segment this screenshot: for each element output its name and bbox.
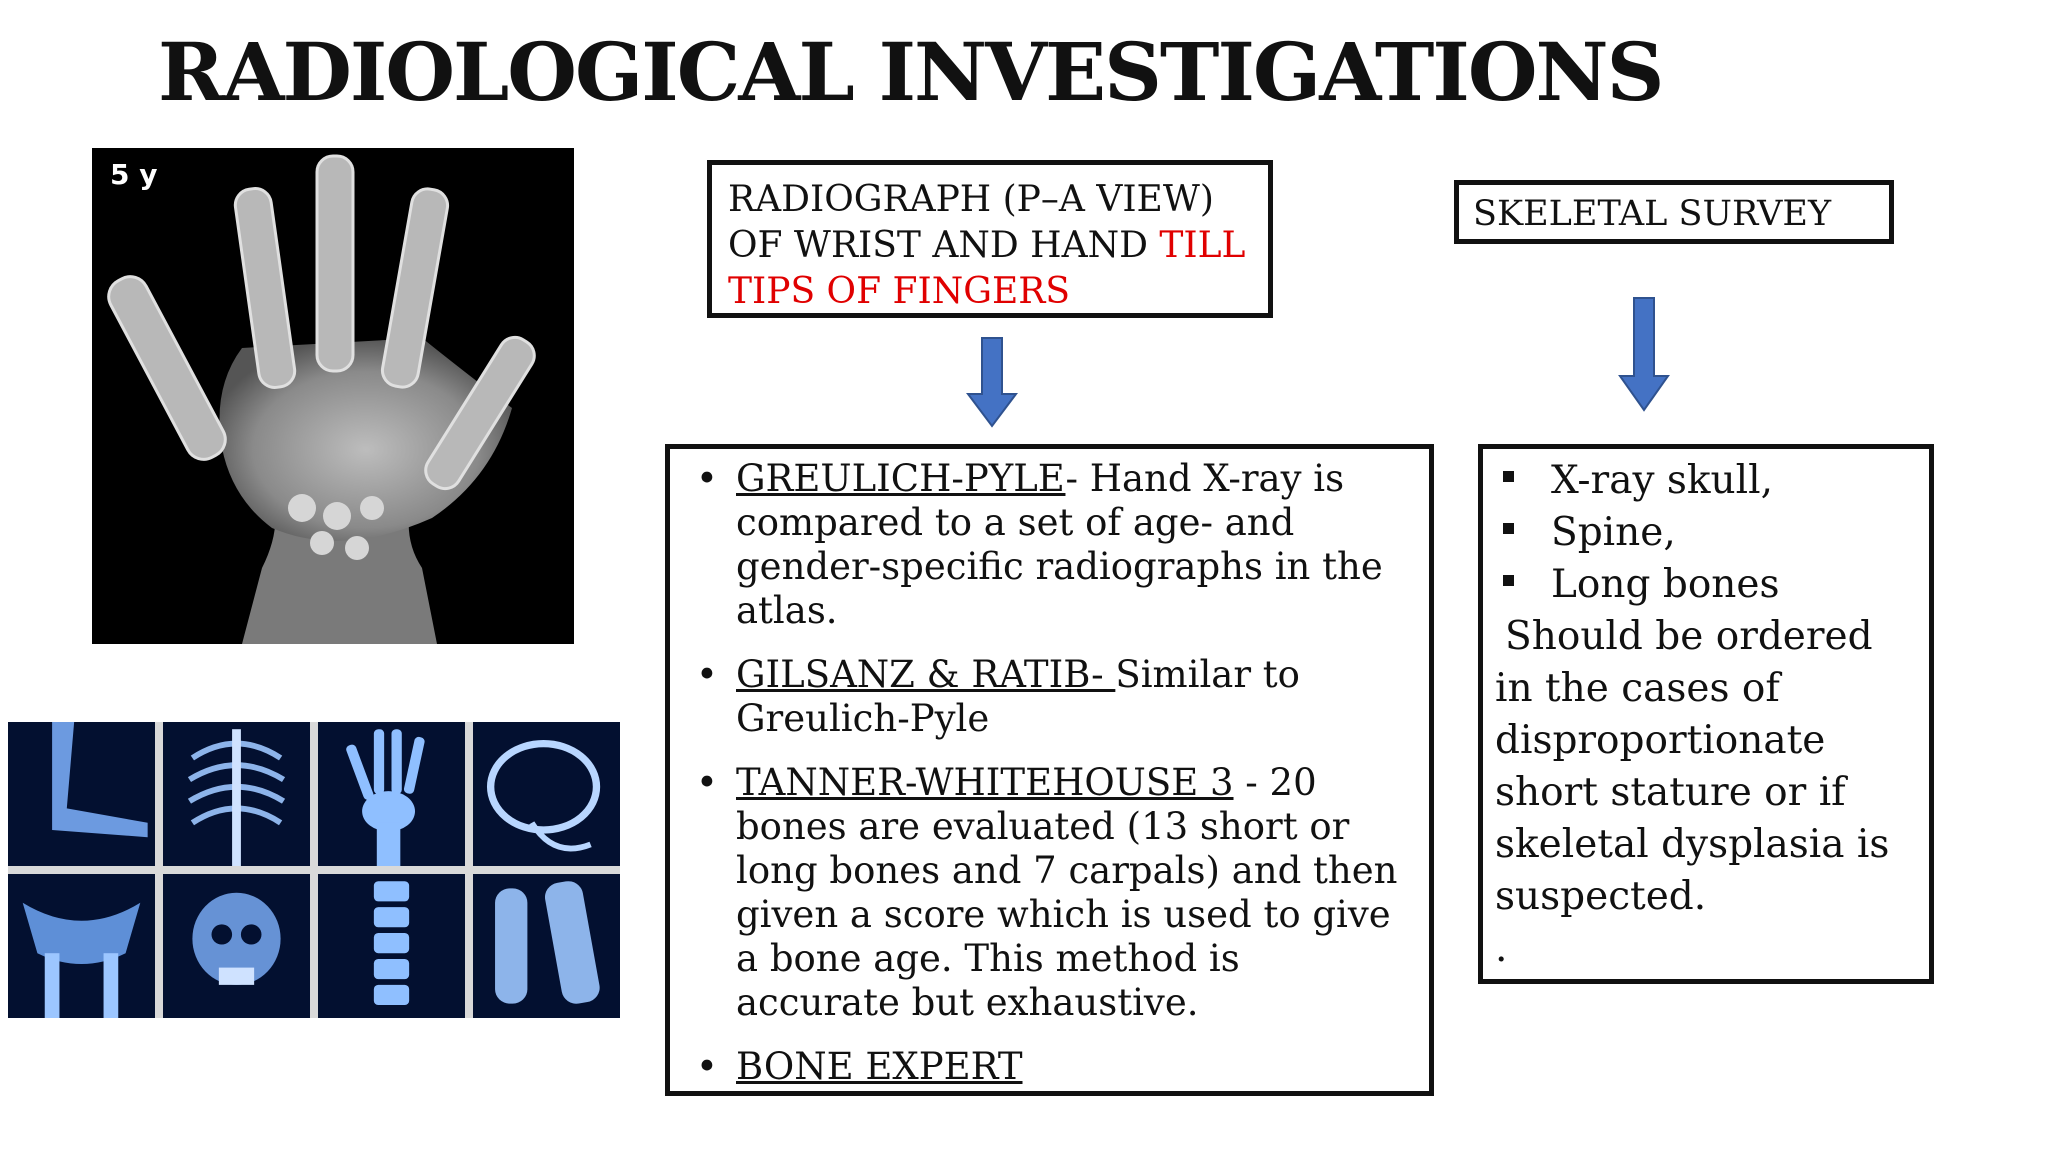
xray-tile-spine — [318, 874, 465, 1018]
radiograph-label: RADIOGRAPH (P–A VIEW) OF WRIST AND HAND — [728, 179, 1214, 266]
method-name: TANNER-WHITEHOUSE 3 — [736, 761, 1234, 804]
age-label: 5 y — [110, 158, 158, 191]
skeletal-survey-box — [1478, 444, 1934, 984]
method-description: - 20 bones are evaluated (13 short or long bones and 7 carpals) and then given a score which is used to give a bone age. This method is accurate but exhaustive. — [736, 761, 1398, 1024]
methods-list — [684, 457, 1415, 1089]
xray-tile-feet — [473, 874, 620, 1018]
arrow-down-icon — [1618, 296, 1670, 412]
xray-tile-pelvis — [8, 874, 155, 1018]
xray-tile-hand — [318, 722, 465, 866]
xray-tile-skull — [473, 722, 620, 866]
list-item — [684, 457, 1415, 633]
method-name: GILSANZ & RATIB- — [736, 653, 1116, 696]
xray-tile-skull-front — [163, 874, 310, 1018]
hand-xray-image — [92, 148, 574, 644]
method-description: Similar to Greulich-Pyle — [736, 653, 1300, 740]
list-item: X-ray skull, — [1495, 455, 1917, 507]
survey-list — [1495, 455, 1917, 611]
xray-tile-chest — [163, 722, 310, 866]
survey-description: Should be ordered in the cases of disproportionate short stature or if skeletal dysplasia is suspected. — [1495, 614, 1890, 919]
list-item: Spine, — [1495, 507, 1917, 559]
survey-trailing: . — [1495, 926, 1508, 971]
xray-tile-elbow — [8, 722, 155, 866]
radiograph-box — [707, 160, 1273, 318]
method-name: BONE EXPERT — [736, 1045, 1023, 1088]
list-item — [684, 653, 1415, 741]
skeletal-survey-label: SKELETAL SURVEY — [1473, 194, 1832, 234]
method-name: GREULICH-PYLE — [736, 457, 1066, 500]
skeletal-xray-grid — [8, 722, 620, 1018]
skeletal-survey-label-box — [1454, 180, 1894, 244]
list-item — [684, 761, 1415, 1025]
methods-box — [665, 444, 1434, 1096]
list-item — [684, 1045, 1415, 1089]
list-item: Long bones — [1495, 559, 1917, 611]
arrow-down-icon — [966, 336, 1018, 428]
page-title: RADIOLOGICAL INVESTIGATIONS — [158, 25, 1663, 119]
method-description: - Hand X-ray is compared to a set of age- and gender-specific radiographs in the atlas. — [736, 457, 1383, 632]
radiograph-highlight: TILL TIPS OF FINGERS — [728, 225, 1246, 312]
